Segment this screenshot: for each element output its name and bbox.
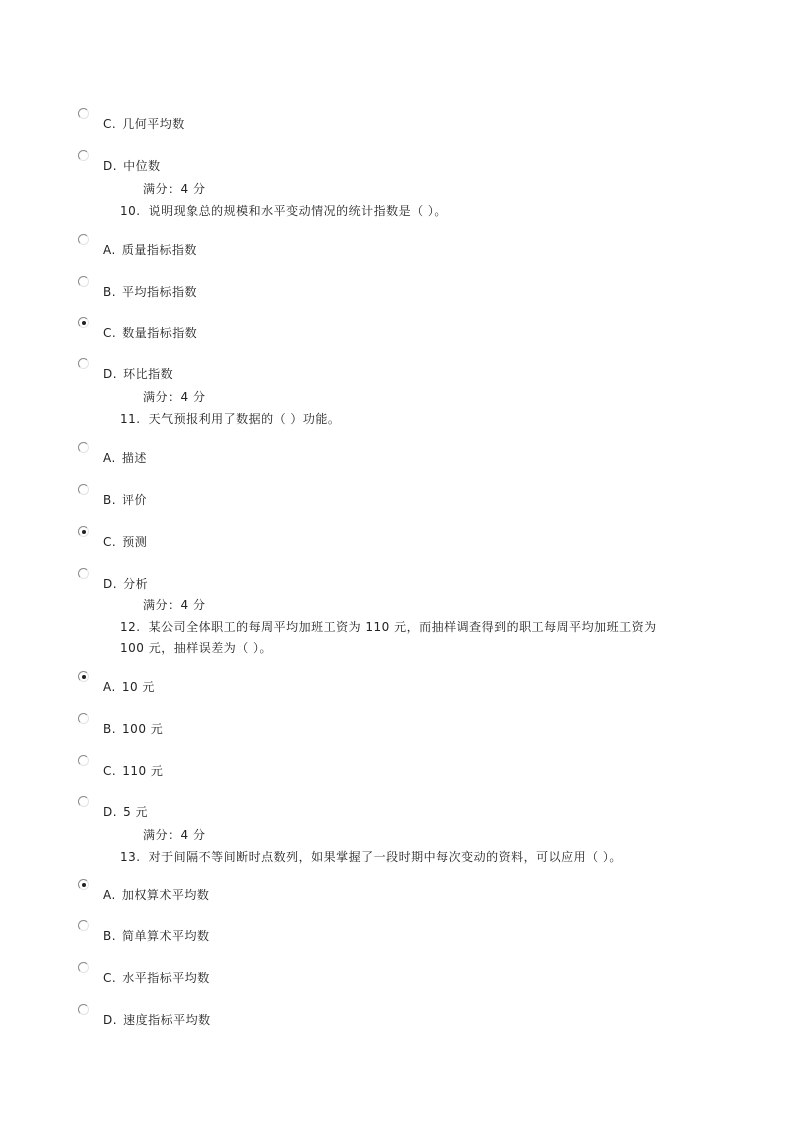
option-letter: C. [103, 764, 117, 778]
option-letter: C. [103, 535, 117, 549]
score-text: 满分：4 分 [143, 828, 206, 842]
radio-button[interactable] [78, 150, 89, 161]
radio-button[interactable] [78, 358, 89, 369]
option-text: 几何平均数 [122, 117, 185, 131]
radio-button[interactable] [78, 962, 89, 973]
score-text: 满分：4 分 [143, 598, 206, 612]
option-label [103, 969, 210, 986]
option-label [103, 678, 155, 695]
radio-button[interactable] [78, 920, 89, 931]
option-text: 描述 [121, 451, 147, 465]
option-text: 评价 [122, 493, 148, 507]
option-letter: C. [103, 971, 117, 985]
radio-button-checked[interactable] [78, 317, 89, 328]
option-label [103, 533, 147, 550]
radio-button-checked[interactable] [78, 671, 89, 682]
radio-button[interactable] [78, 442, 89, 453]
question-text: 天气预报利用了数据的（ ）功能。 [148, 412, 341, 426]
option-label [103, 762, 163, 779]
radio-button[interactable] [78, 755, 89, 766]
option-text: 5 元 [123, 805, 149, 819]
option-text: 100 元 [122, 722, 164, 736]
radio-button[interactable] [78, 234, 89, 245]
question-number: 10. [120, 204, 141, 218]
option-label [103, 886, 209, 903]
option-letter: A. [103, 888, 116, 902]
option-text: 中位数 [123, 159, 161, 173]
question-stem [120, 847, 680, 868]
option-letter: B. [103, 493, 117, 507]
option-text: 水平指标平均数 [122, 971, 210, 985]
option-label [103, 449, 147, 466]
option-label [103, 365, 173, 382]
option-letter: D. [103, 367, 118, 381]
option-text: 质量指标指数 [121, 243, 197, 257]
radio-button[interactable] [78, 568, 89, 579]
option-letter: D. [103, 1013, 118, 1027]
option-letter: A. [103, 451, 116, 465]
question-text: 对于间隔不等间断时点数列，如果掌握了一段时期中每次变动的资料，可以应用（ ）。 [148, 850, 622, 864]
option-letter: A. [103, 243, 116, 257]
option-letter: D. [103, 577, 118, 591]
option-label [103, 927, 210, 944]
question-stem [120, 617, 680, 659]
radio-button[interactable] [78, 713, 89, 724]
option-label [103, 241, 197, 258]
option-text: 环比指数 [123, 367, 174, 381]
question-text: 某公司全体职工的每周平均加班工资为 110 元，而抽样调查得到的职工每周平均加班工资为 100 元，抽样误差为（ ）。 [120, 620, 657, 655]
option-label [103, 491, 147, 508]
radio-button-checked[interactable] [78, 879, 89, 890]
option-label [103, 324, 197, 341]
radio-button[interactable] [78, 108, 89, 119]
option-label [103, 1011, 211, 1028]
option-letter: A. [103, 680, 116, 694]
radio-button[interactable] [78, 796, 89, 807]
option-text: 平均指标指数 [122, 285, 198, 299]
option-text: 预测 [122, 535, 148, 549]
option-letter: B. [103, 285, 117, 299]
option-label [103, 157, 161, 174]
option-label [103, 283, 197, 300]
option-text: 110 元 [122, 764, 164, 778]
option-letter: C. [103, 117, 117, 131]
score-text: 满分：4 分 [143, 182, 206, 196]
radio-button-checked[interactable] [78, 526, 89, 537]
option-letter: C. [103, 326, 117, 340]
option-text: 加权算术平均数 [121, 888, 210, 902]
option-text: 分析 [123, 577, 149, 591]
option-label [103, 803, 148, 820]
question-number: 13. [120, 850, 141, 864]
option-text: 10 元 [121, 680, 155, 694]
option-letter: B. [103, 722, 117, 736]
radio-button[interactable] [78, 1004, 89, 1015]
option-text: 数量指标指数 [122, 326, 198, 340]
option-label [103, 115, 185, 132]
radio-button[interactable] [78, 276, 89, 287]
option-text: 简单算术平均数 [122, 929, 210, 943]
question-stem [120, 201, 680, 222]
option-letter: D. [103, 805, 118, 819]
question-number: 11. [120, 412, 141, 426]
question-text: 说明现象总的规模和水平变动情况的统计指数是（ ）。 [148, 204, 447, 218]
option-text: 速度指标平均数 [123, 1013, 211, 1027]
question-number: 12. [120, 620, 141, 634]
option-label [103, 720, 163, 737]
score-text: 满分：4 分 [143, 390, 206, 404]
question-stem [120, 409, 680, 430]
radio-button[interactable] [78, 484, 89, 495]
option-label [103, 575, 148, 592]
option-letter: B. [103, 929, 117, 943]
option-letter: D. [103, 159, 118, 173]
